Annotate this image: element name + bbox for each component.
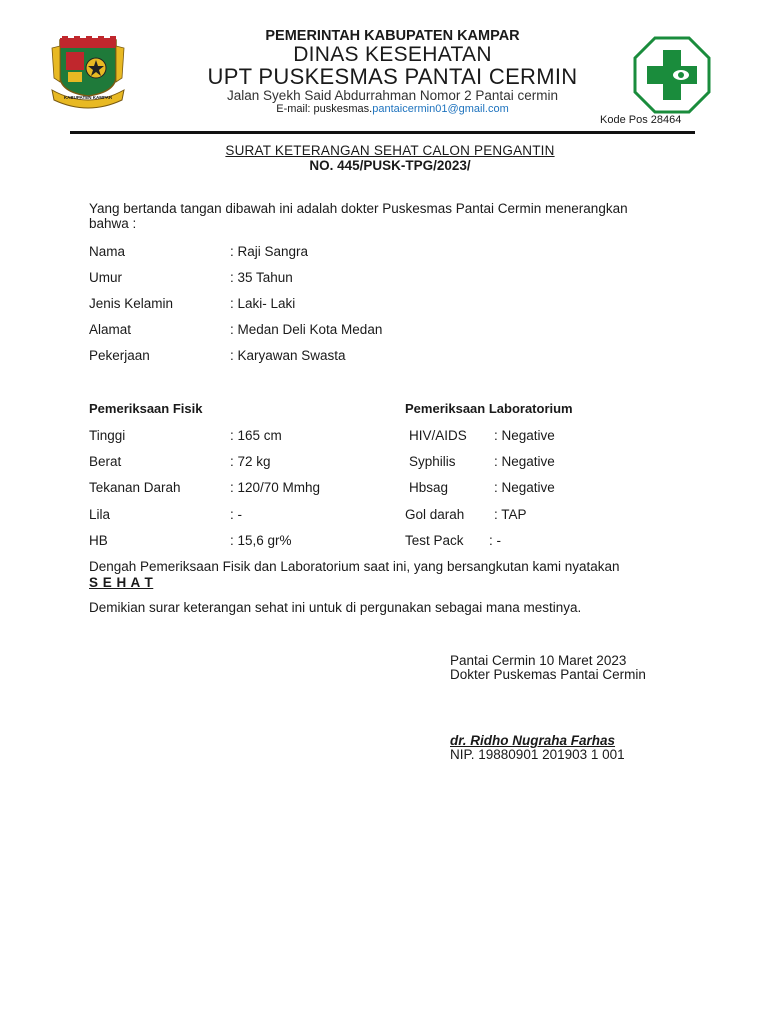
physical-label-height: Tinggi <box>89 428 126 443</box>
lab-value-test-pack: : - <box>489 533 501 548</box>
identity-label-name: Nama <box>89 244 126 259</box>
identity-label-age: Umur <box>89 270 122 285</box>
intro-line-2: bahwa : <box>89 216 137 231</box>
letter-title: SURAT KETERANGAN SEHAT CALON PENGANTIN <box>225 143 555 158</box>
physical-label-lila: Lila <box>89 507 111 522</box>
intro-line-1: Yang bertanda tangan dibawah ini adalah dokter Puskesmas Pantai Cermin menerangkan <box>89 201 628 216</box>
kampar-regency-logo <box>48 34 128 110</box>
lab-value-syphilis: : Negative <box>494 454 555 469</box>
lab-exam-heading: Pemeriksaan Laboratorium <box>405 401 573 416</box>
signatory-name: dr. Ridho Nugraha Farhas <box>450 733 616 748</box>
physical-label-blood-pressure: Tekanan Darah <box>89 480 181 495</box>
closing-statement: Demikian surar keterangan sehat ini untuk di pergunakan sebagai mana mestinya. <box>89 600 582 615</box>
institution-address: Jalan Syekh Said Abdurrahman Nomor 2 Pantai cermin <box>227 88 558 103</box>
physical-value-blood-pressure: : 120/70 Mmhg <box>230 480 321 495</box>
physical-value-weight: : 72 kg <box>230 454 271 469</box>
physical-value-lila: : - <box>230 507 242 522</box>
institution-email: E-mail: puskesmas.pantaicermin01@gmail.com <box>276 103 509 115</box>
physical-value-hb: : 15,6 gr% <box>230 533 292 548</box>
lab-label-test-pack: Test Pack <box>405 533 464 548</box>
conclusion-text: Dengah Pemeriksaan Fisik dan Laboratorium saat ini, yang bersangkutan kami nyatakan <box>89 559 620 574</box>
letter-number: NO. 445/PUSK-TPG/2023/ <box>309 158 471 173</box>
health-cross-logo <box>633 36 711 114</box>
identity-value-occupation: : Karyawan Swasta <box>230 348 346 363</box>
logo-banner-text: KABUPATEN KAMPAR <box>63 95 113 100</box>
identity-label-address: Alamat <box>89 322 132 337</box>
lab-value-hiv: : Negative <box>494 428 555 443</box>
institution-name: UPT PUSKESMAS PANTAI CERMIN <box>207 64 578 89</box>
lab-value-hbsag: : Negative <box>494 480 555 495</box>
lab-value-blood-type: : TAP <box>494 507 527 522</box>
signatory-nip: NIP. 19880901 201903 1 001 <box>450 747 625 762</box>
header-divider <box>70 131 695 134</box>
email-link[interactable]: pantaicermin01@gmail.com <box>372 103 509 115</box>
physical-value-height: : 165 cm <box>230 428 282 443</box>
postal-code: Kode Pos 28464 <box>600 114 682 126</box>
physical-exam-heading: Pemeriksaan Fisik <box>89 401 203 416</box>
identity-value-address: : Medan Deli Kota Medan <box>230 322 383 337</box>
physical-label-hb: HB <box>89 533 108 548</box>
identity-label-occupation: Pekerjaan <box>89 348 150 363</box>
health-result: S E H A T <box>89 575 154 590</box>
identity-label-gender: Jenis Kelamin <box>89 296 174 311</box>
identity-value-gender: : Laki- Laki <box>230 296 296 311</box>
lab-label-blood-type: Gol darah <box>405 507 465 522</box>
identity-value-age: : 35 Tahun <box>230 270 293 285</box>
department-name: DINAS KESEHATAN <box>293 43 492 66</box>
lab-label-syphilis: Syphilis <box>409 454 456 469</box>
signature-role: Dokter Puskemas Pantai Cermin <box>450 667 646 682</box>
lab-label-hiv: HIV/AIDS <box>409 428 467 443</box>
physical-label-weight: Berat <box>89 454 122 469</box>
identity-value-name: : Raji Sangra <box>230 244 309 259</box>
signature-place-date: Pantai Cermin 10 Maret 2023 <box>450 653 627 668</box>
government-name: PEMERINTAH KABUPATEN KAMPAR <box>265 28 520 44</box>
lab-label-hbsag: Hbsag <box>409 480 449 495</box>
